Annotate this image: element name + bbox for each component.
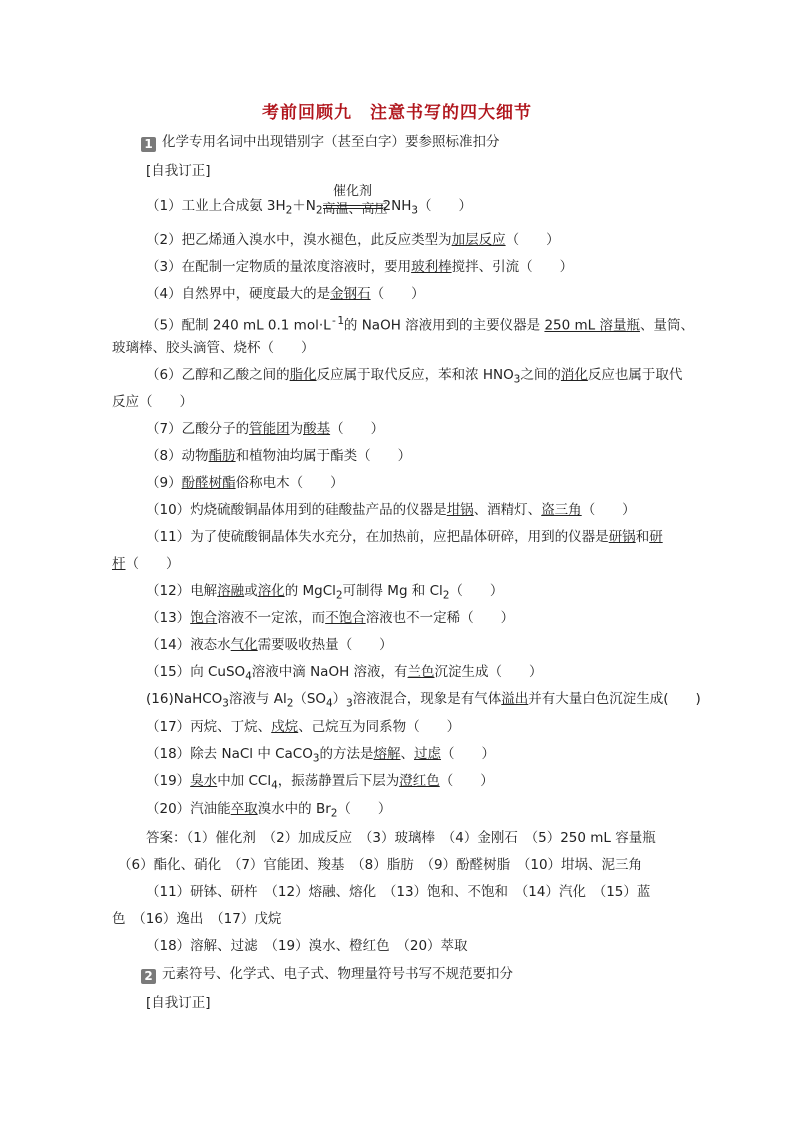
answer-blank[interactable]: （ ） — [330, 421, 385, 437]
section2-self-check: [自我订正] — [146, 995, 211, 1011]
answer-blank[interactable]: （ ） — [338, 637, 393, 653]
item-5-cont: 玻璃棒、胶头滴管、烧杯（ ） — [112, 340, 315, 356]
arrow-condition-bottom: 高温、高压 — [322, 202, 388, 217]
item-11-cont: 杆（ ） — [112, 556, 180, 572]
section2-number-badge: 2 — [141, 969, 156, 984]
answer-blank[interactable]: （ ） — [581, 502, 636, 518]
item-10: （10）灼烧硫酸铜晶体用到的硅酸盐产品的仪器是坩锅、酒精灯、盗三角（ ） — [146, 502, 636, 518]
item-5: （5）配制 240 mL 0.1 $mol\cdot L^{-1}$的 NaOH 溶液用到的主要仪器是 250 mL 溶量瓶、量筒、 — [146, 314, 694, 334]
item-18: （18）除去 NaCl 中 CaCO$_3$的方法是熔解、过虑（ ） — [146, 746, 495, 765]
item-16: (16)NaHCO$_3$溶液与 $Al_2(SO_4)_3$溶液混合，现象是有气体溢出并有大量白色沉淀生成( ) — [146, 691, 701, 710]
item-12: （12）电解溶融或溶化的 MgCl$_2$可制得 Mg 和 $Cl_2$（ ） — [146, 583, 504, 602]
answer-blank[interactable]: （ ） — [417, 198, 472, 214]
answer-blank[interactable]: （ ） — [125, 556, 180, 572]
answer-blank[interactable]: （ ） — [139, 394, 193, 410]
item-2: （2）把乙烯通入溴水中，溴水褪色，此反应类型为加层反应（ ） — [146, 232, 560, 248]
arrow-condition-top: 催化剂 — [332, 184, 372, 199]
answers-line-5: （18）溶解、过滤 （19）溴水、橙红色 （20）萃取 — [146, 938, 468, 954]
answer-blank[interactable]: （ ） — [505, 232, 560, 248]
item-14: （14）液态水气化需要吸收热量（ ） — [146, 637, 393, 653]
item-15: （15）向 CuSO$_4$溶液中滴 NaOH 溶液，有兰色沉淀生成（ ） — [146, 664, 543, 683]
section2-heading-text: 元素符号、化学式、电子式、物理量符号书写不规范要扣分 — [162, 966, 513, 982]
answer-blank[interactable]: （ ） — [519, 259, 574, 275]
item-1: （1）工业上合成氨 $3H_2+N_2$ 催化剂 高温、高压 $2NH_3$（ ） — [146, 184, 472, 217]
answer-blank[interactable]: （ ） — [260, 340, 315, 356]
answer-blank[interactable]: （ ） — [357, 448, 412, 464]
item-20: （20）汽油能卒取溴水中的 $Br_2$（ ） — [146, 801, 392, 820]
answers-line-2: （6）酯化、硝化 （7）官能团、羧基 （8）脂肪 （9）酚醛树脂 （10）坩埚、泥三角 — [118, 857, 643, 873]
answer-blank[interactable]: （ ） — [370, 286, 425, 302]
answer-blank[interactable]: （ ） — [337, 801, 392, 817]
reaction-arrow — [322, 184, 388, 217]
item-8: （8）动物酯肪和植物油均属于酯类（ ） — [146, 448, 412, 464]
answers-line-3: （11）研钵、研杵 （12）熔融、熔化 （13）饱和、不饱和 （14）汽化 （15）蓝 — [146, 884, 651, 900]
item-11: （11）为了使硫酸铜晶体失水充分，在加热前，应把晶体研碎，用到的仪器是研锅和研 — [146, 529, 663, 545]
answer-blank[interactable]: （ ） — [406, 719, 461, 735]
item-19: （19）臭水中加 CCl$_4$，振荡静置后下层为澄红色（ ） — [146, 773, 494, 792]
answer-blank[interactable]: ( ) — [663, 691, 701, 707]
section1-heading-text: 化学专用名词中出现错别字（甚至白字）要参照标准扣分 — [162, 134, 500, 150]
answer-blank[interactable]: （ ） — [289, 475, 344, 491]
answer-blank[interactable]: （ ） — [460, 610, 515, 626]
item-4: （4）自然界中，硬度最大的是金钢石（ ） — [146, 286, 425, 302]
answer-blank[interactable]: （ ） — [441, 746, 495, 762]
item-13: （13）饱合溶液不一定浓，而不饱合溶液也不一定稀（ ） — [146, 610, 515, 626]
item-3: （3）在配制一定物质的量浓度溶液时，要用玻利棒搅拌、引流（ ） — [146, 259, 574, 275]
section1-number-badge: 1 — [141, 137, 156, 152]
answer-blank[interactable]: （ ） — [488, 664, 543, 680]
item-7: （7）乙酸分子的管能团为酸基（ ） — [146, 421, 385, 437]
item-6: （6）乙醇和乙酸之间的脂化反应属于取代反应，苯和浓 $HNO_3$之间的消化反应也属于取代 — [146, 367, 683, 386]
item-6-cont: 反应（ ） — [112, 394, 193, 410]
answers-line-1: 答案：（1）催化剂 （2）加成反应 （3）玻璃棒 （4）金刚石 （5）250 mL 容量瓶 — [146, 830, 656, 846]
answer-blank[interactable]: （ ） — [439, 773, 494, 789]
section2-heading — [141, 965, 513, 984]
answers-line-4: 色 （16）逸出 （17）戊烷 — [112, 911, 282, 927]
section1-self-check: [自我订正] — [146, 163, 211, 179]
answer-blank[interactable]: （ ） — [449, 583, 504, 599]
page-title: 考前回顾九 注意书写的四大细节 — [262, 103, 532, 123]
item-17: （17）丙烷、丁烷、戍烷、己烷互为同系物（ ） — [146, 719, 461, 735]
item-9: （9）酚醛树酯俗称电木（ ） — [146, 475, 344, 491]
section1-heading — [141, 133, 500, 152]
